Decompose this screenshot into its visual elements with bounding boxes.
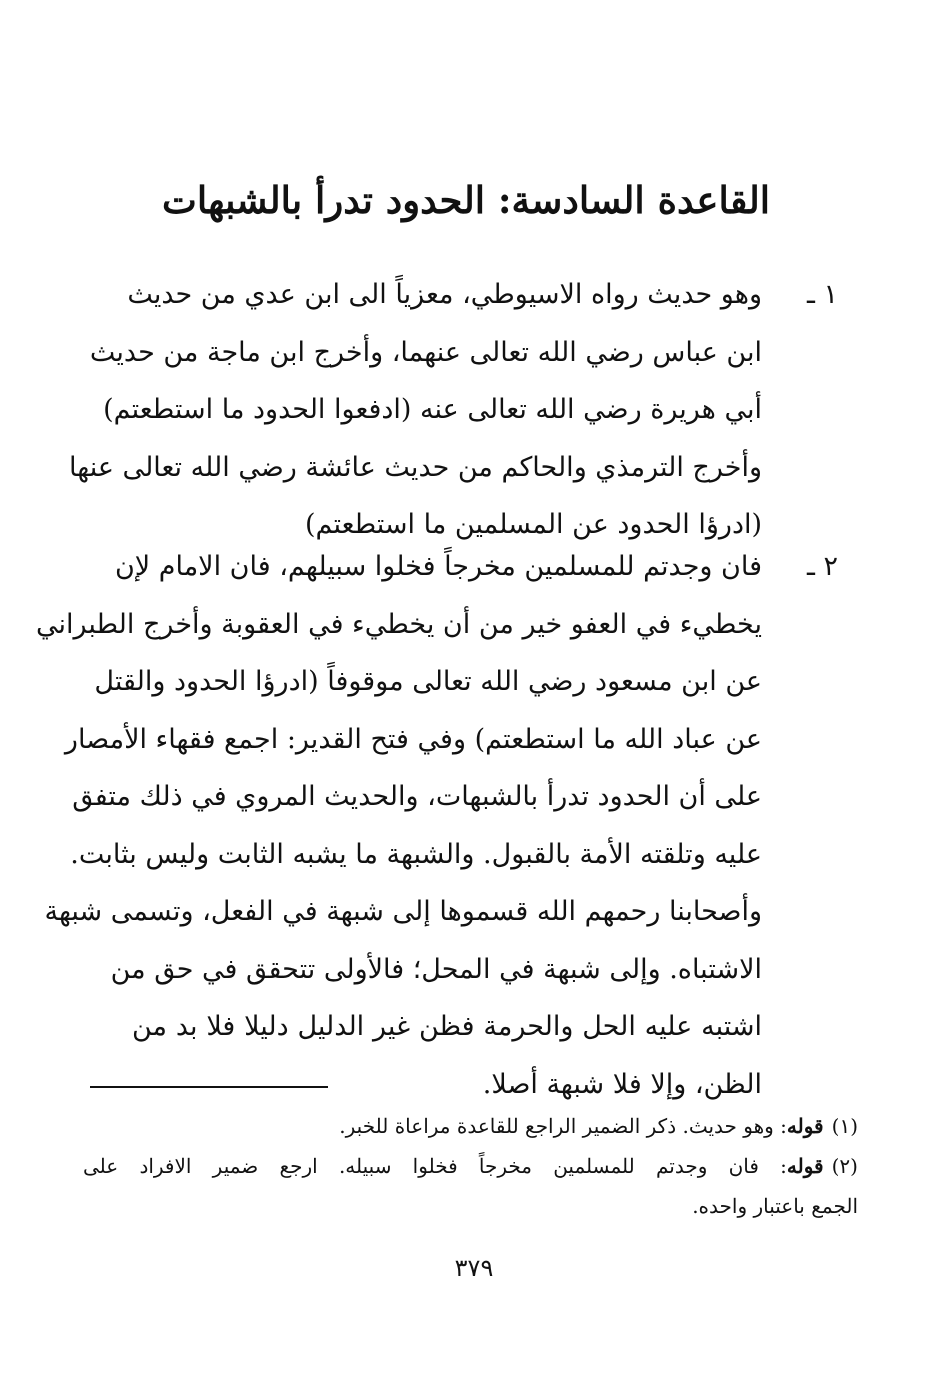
text-line: عن ابن مسعود رضي الله تعالى موقوفاً (ادرؤا الحدود والقتل: [94, 666, 762, 697]
text-line: اشتبه عليه الحل والحرمة فظن غير الدليل دليلا فلا بد من: [132, 1011, 762, 1042]
text-line: فان وجدتم للمسلمين مخرجاً فخلوا سبيلهم، فان الامام لإن: [114, 551, 762, 582]
footnote-keyword: قوله: [786, 1154, 824, 1178]
text-line: ابن عباس رضي الله تعالى عنهما، وأخرج ابن ماجة من حديث: [89, 336, 762, 368]
footnote-keyword: قوله: [786, 1114, 824, 1138]
footnotes: [83, 1106, 858, 1226]
footnote-2-continued: الجمع باعتبار واحده.: [692, 1194, 858, 1218]
text-line: وهو حديث رواه الاسيوطي، معزياً الى ابن عدي من حديث: [127, 279, 762, 310]
text-line: الظن، وإلا فلا شبهة أصلا.: [482, 1068, 762, 1100]
footnote-text: وهو حديث. ذكر الضمير الراجع للقاعدة مراعاة للخبر.: [339, 1114, 774, 1138]
item-number: ١ ـ: [806, 279, 838, 310]
footnote-divider: [90, 1086, 328, 1088]
section-title: القاعدة السادسة: الحدود تدرأ بالشبهات: [161, 178, 770, 222]
item-number: ٢ ـ: [806, 551, 838, 582]
text-line: عن عباد الله ما استطعتم) وفي فتح القدير: اجمع فقهاء الأمصار: [64, 723, 762, 755]
text-line: أبي هريرة رضي الله تعالى عنه (ادفعوا الحدود ما استطعتم): [103, 394, 762, 425]
footnote-number: (١): [831, 1114, 858, 1138]
text-line: الاشتباه. وإلى شبهة في المحل؛ فالأولى تتحقق في حق من: [110, 953, 762, 985]
text-line: يخطيء في العفو خير من أن يخطيء في العقوبة وأخرج الطبراني: [35, 608, 762, 640]
footnote-text: فان وجدتم للمسلمين مخرجاً فخلوا سبيله. ارجع ضمير الافراد على: [83, 1154, 759, 1178]
text-line: على أن الحدود تدرأ بالشبهات، والحديث المروي في ذلك متفق: [72, 781, 762, 812]
text-line: وأخرج الترمذي والحاكم من حديث عائشة رضي الله تعالى عنها: [69, 451, 762, 483]
footnote-number: (٢): [831, 1154, 858, 1178]
item-body: [69, 266, 762, 554]
text-line: (ادرؤا الحدود عن المسلمين ما استطعتم): [304, 509, 762, 540]
footnote-1: (١)قوله: وهو حديث. ذكر الضمير الراجع للقاعدة مراعاة للخبر.: [339, 1114, 858, 1138]
footnote-2: (٢)قوله: فان وجدتم للمسلمين مخرجاً فخلوا سبيله. ارجع ضمير الافراد على: [83, 1154, 858, 1178]
text-line: وأصحابنا رحمهم الله قسموها إلى شبهة في الفعل، وتسمى شبهة: [44, 896, 762, 927]
item-body: [35, 538, 762, 1113]
page-number: ٣٧٩: [454, 1254, 494, 1282]
text-line: عليه وتلقته الأمة بالقبول. والشبهة ما يشبه الثابت وليس بثابت.: [70, 838, 762, 870]
